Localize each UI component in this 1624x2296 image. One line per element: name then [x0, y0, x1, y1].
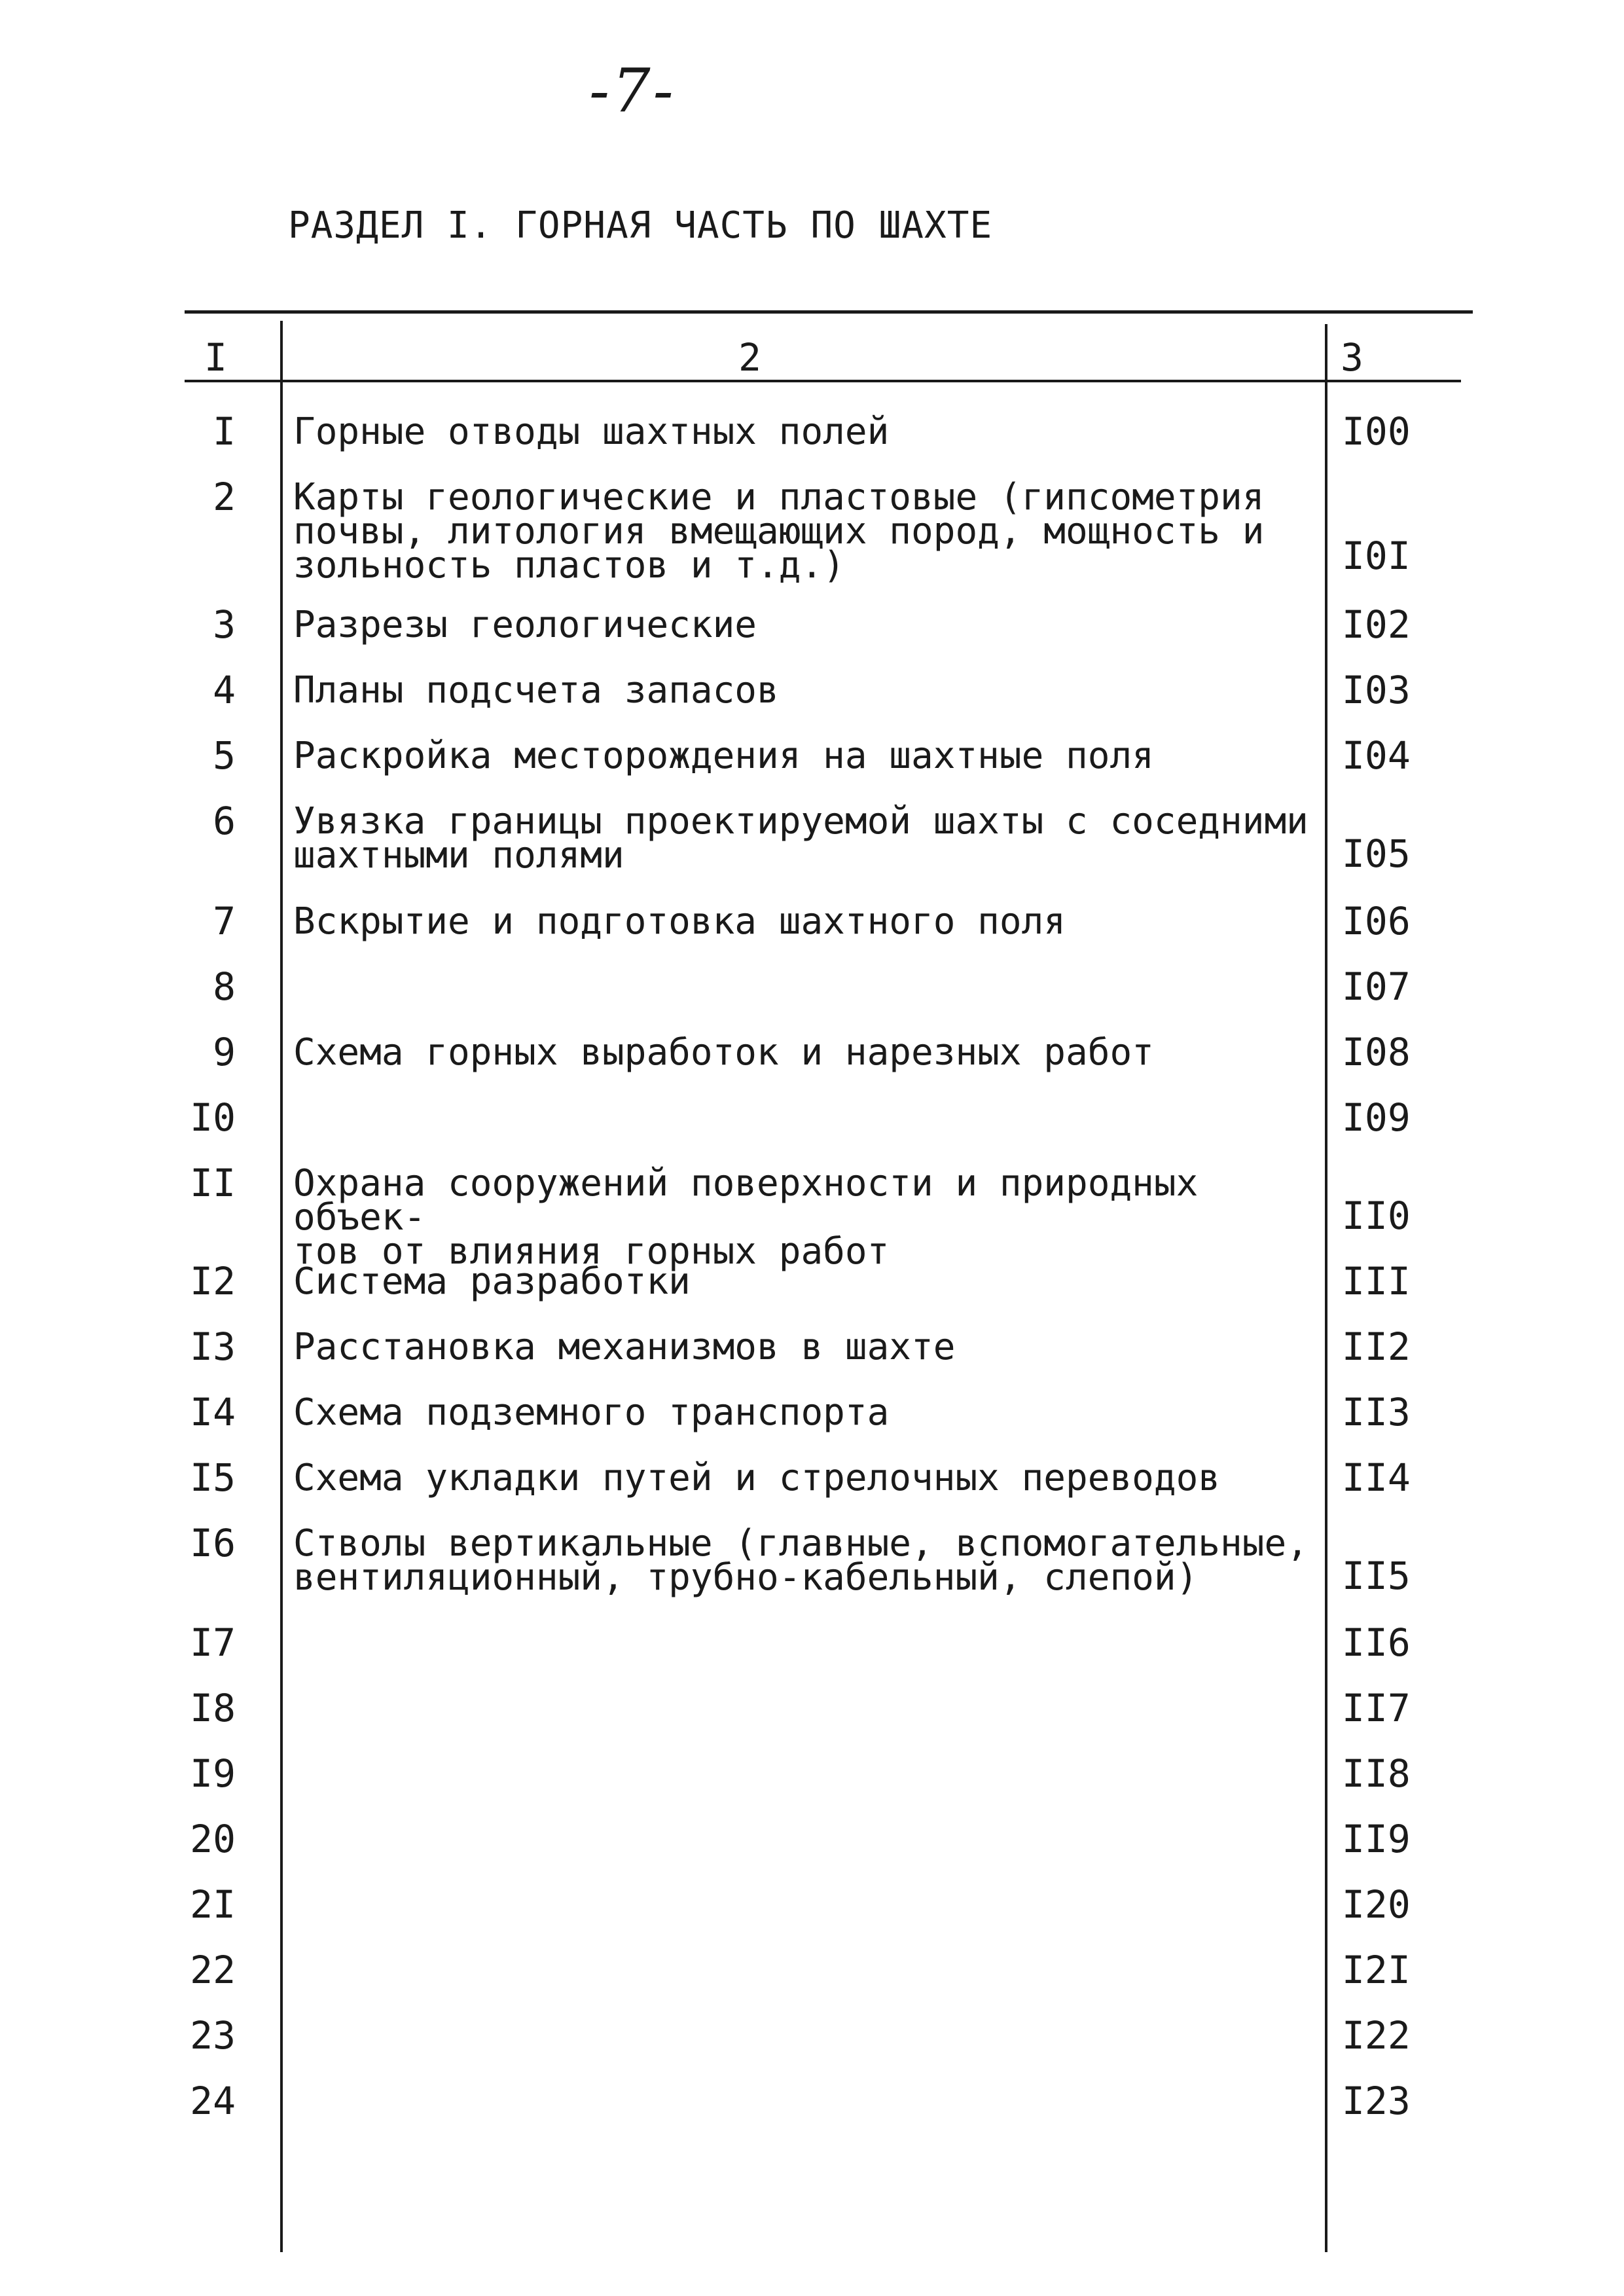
column-divider-2	[1325, 324, 1327, 2252]
row-number: I2	[190, 1259, 236, 1303]
row-title: Увязка границы проектируемой шахты с соседними шахтными полями	[293, 800, 1308, 877]
row-sheet-number: I22	[1342, 2013, 1411, 2058]
row-title: Разрезы геологические	[293, 604, 757, 646]
row-sheet-number: I08	[1342, 1030, 1411, 1074]
row-title: Схема укладки путей и стрелочных переводов	[293, 1457, 1221, 1499]
column-divider-1	[280, 321, 283, 2252]
row-number: 4	[213, 668, 236, 712]
row-number: 23	[190, 2013, 236, 2058]
row-number: I4	[190, 1390, 236, 1434]
row-title: Схема подземного транспорта	[293, 1391, 890, 1434]
page-number: -7-	[589, 56, 676, 126]
row-sheet-number: I2I	[1342, 1948, 1411, 1992]
row-number: 20	[190, 1817, 236, 1861]
row-number: I	[213, 409, 236, 454]
row-title: Вскрытие и подготовка шахтного поля	[293, 900, 1066, 943]
row-title: Расстановка механизмов в шахте	[293, 1326, 956, 1368]
row-sheet-number: II0	[1342, 1194, 1411, 1238]
row-number: 8	[213, 964, 236, 1009]
row-title: Система разработки	[293, 1260, 691, 1303]
row-number: I9	[190, 1751, 236, 1796]
row-number: 24	[190, 2079, 236, 2123]
row-number: 9	[213, 1030, 236, 1074]
row-number: I0	[190, 1095, 236, 1140]
column-header-sheet: 3	[1341, 335, 1363, 380]
row-number: I3	[190, 1324, 236, 1369]
row-title: Горные отводы шахтных полей	[293, 410, 890, 453]
row-number: 5	[213, 733, 236, 778]
row-number: 2I	[190, 1882, 236, 1927]
row-sheet-number: I00	[1342, 409, 1411, 454]
column-header-title: 2	[738, 335, 761, 380]
row-number: I7	[190, 1620, 236, 1665]
row-number: 7	[213, 899, 236, 943]
row-sheet-number: III	[1342, 1259, 1411, 1303]
row-sheet-number: II3	[1342, 1390, 1411, 1434]
row-sheet-number: I05	[1342, 831, 1411, 876]
row-title: Схема горных выработок и нарезных работ	[293, 1031, 1154, 1074]
row-sheet-number: I04	[1342, 733, 1411, 778]
row-number: 2	[213, 475, 236, 519]
row-number: 3	[213, 602, 236, 647]
row-number: I6	[190, 1521, 236, 1565]
row-sheet-number: I02	[1342, 602, 1411, 647]
row-number: II	[190, 1161, 236, 1205]
row-number: 6	[213, 799, 236, 843]
column-header-number: I	[204, 335, 227, 380]
row-sheet-number: I09	[1342, 1095, 1411, 1140]
table-header-rule	[185, 380, 1461, 382]
section-title: РАЗДЕЛ I. ГОРНАЯ ЧАСТЬ ПО ШАХТЕ	[288, 204, 993, 247]
row-title: Планы подсчета запасов	[293, 669, 779, 712]
row-sheet-number: I20	[1342, 1882, 1411, 1927]
row-title: Раскройка месторождения на шахтные поля	[293, 735, 1154, 777]
row-sheet-number: I23	[1342, 2079, 1411, 2123]
row-sheet-number: I07	[1342, 964, 1411, 1009]
row-number: 22	[190, 1948, 236, 1992]
row-sheet-number: I03	[1342, 668, 1411, 712]
row-title: Стволы вертикальные (главные, вспомогательные, вентиляционный, трубно-кабельный, слепой)	[293, 1522, 1308, 1599]
table-top-rule	[185, 310, 1473, 314]
row-sheet-number: II7	[1342, 1686, 1411, 1730]
row-sheet-number: II8	[1342, 1751, 1411, 1796]
row-sheet-number: II2	[1342, 1324, 1411, 1369]
row-number: I8	[190, 1686, 236, 1730]
row-sheet-number: II9	[1342, 1817, 1411, 1861]
row-title: Карты геологические и пластовые (гипсометрия почвы, литология вмещающих пород, мощность и зольность пластов и т.д.)	[293, 476, 1265, 587]
row-sheet-number: II6	[1342, 1620, 1411, 1665]
row-sheet-number: I0I	[1342, 534, 1411, 578]
row-title: Охрана сооружений поверхности и природных объек- тов от влияния горных работ	[293, 1162, 1199, 1273]
row-sheet-number: II4	[1342, 1455, 1411, 1500]
row-number: I5	[190, 1455, 236, 1500]
row-sheet-number: I06	[1342, 899, 1411, 943]
row-sheet-number: II5	[1342, 1554, 1411, 1598]
